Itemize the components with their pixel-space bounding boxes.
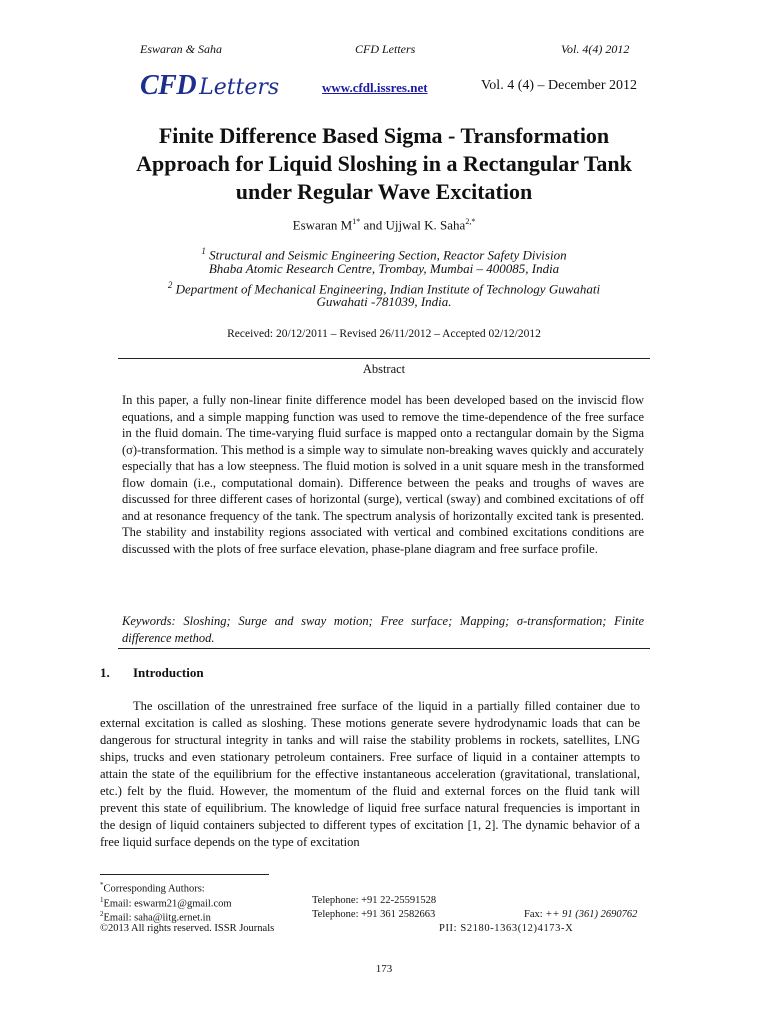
affiliation-2-line2: Guwahati -781039, India. xyxy=(316,294,452,309)
pii-code: PII: S2180-1363(12)4173-X xyxy=(439,923,574,934)
abstract-text: In this paper, a fully non-linear finite difference model has been developed based on the inviscid flow equations, and a simple mapping function was used to remove the time-dependence of the free surface in the fluid domain. The time-varying fluid surface is mapped onto a rectangular domain by the Sigma (σ)-transformation. This method is a simple way to simulate non-breaking waves quickly and accurately especially that has a low steepness. The fluid motion is solved in a unit square mesh in the transformed flow domain (i.e., computational domain). Difference between the peaks and troughs of waves are discussed for three different cases of horizontal (surge), vertical (sway) and combined excitations of off and at resonance frequency of the tank. The spectrum analysis of horizontally excited tank is presented. The stability and instability regions associated with vertical and combined excitations conditions are discussed with the plots of free surface elevation, phase-plane diagram and free surface profile. xyxy=(122,393,644,556)
submission-dates: Received: 20/12/2011 – Revised 26/11/2012 – Accepted 02/12/2012 xyxy=(227,328,541,340)
email-2-text: Email: saha@iitg.ernet.in xyxy=(103,912,211,924)
email-2-marker: 2 xyxy=(100,910,104,918)
author-2: and Ujjwal K. Saha xyxy=(360,217,466,233)
paper-title: Finite Difference Based Sigma - Transformation Approach for Liquid Sloshing in a Rectangular Tank under Regular Wave Excitation xyxy=(136,123,632,204)
author-1: Eswaran M xyxy=(292,217,353,233)
affiliation-2-text: Department of Mechanical Engineering, Indian Institute of Technology Guwahati xyxy=(175,281,601,297)
fax-label: Fax: xyxy=(524,909,546,920)
section-title: Introduction xyxy=(133,665,204,680)
running-header-journal: CFD Letters xyxy=(355,42,416,56)
section-number: 1. xyxy=(100,665,110,680)
journal-url-link[interactable]: www.cfdl.issres.net xyxy=(322,80,428,95)
author-2-marker: 2,* xyxy=(465,217,476,226)
corresponding-marker: * xyxy=(100,881,104,889)
page-number: 173 xyxy=(375,963,393,975)
email-1-marker: 1 xyxy=(100,896,104,904)
fax-number: ++ 91 (361) 2690762 xyxy=(545,909,638,920)
abstract-heading: Abstract xyxy=(362,362,406,376)
footnote-rule xyxy=(100,874,269,875)
introduction-paragraph: The oscillation of the unrestrained free surface of the liquid in a partially filled container due to external excitation is called as sloshing. These motions generate severe hydrodynamic loads that can be dangerous for structural integrity in tanks and will raise the stability problems in rockets, satellites, LNG ships, trucks and even stationary petroleum containers. Free surface of liquid in a container attempts to attain the state of the equilibrium for the effective instantaneous acceleration (gravitational, translational, etc.) felt by the fluid. However, the momentum of the fluid and external forces on the fluid tank will prevent this state of equilibrium. The knowledge of liquid free surface natural frequencies is important in the design of liquid containers subjected to different types of excitation [1, 2]. The dynamic behavior of a free liquid surface depends on the type of excitation xyxy=(100,699,640,849)
fax xyxy=(524,908,637,921)
email-1-text: Email: eswarm21@gmail.com xyxy=(103,898,232,910)
author-1-marker: 1* xyxy=(352,217,361,226)
running-header-volume: Vol. 4(4) 2012 xyxy=(561,42,630,56)
affiliation-1-marker: 1 xyxy=(201,246,206,256)
corresponding-label-text: Corresponding Authors: xyxy=(103,883,205,895)
journal-logo xyxy=(140,70,279,102)
logo-cfd-text: CFD xyxy=(140,70,197,101)
affiliation-1-text: Structural and Seismic Engineering Section, Reactor Safety Division xyxy=(209,247,567,263)
telephone-1: Telephone: +91 22-25591528 xyxy=(312,895,437,906)
logo-letters-text: Letters xyxy=(199,75,280,100)
journal-issue: Vol. 4 (4) – December 2012 xyxy=(481,78,638,93)
affiliation-1-line2: Bhaba Atomic Research Centre, Trombay, Mumbai – 400085, India xyxy=(208,261,560,276)
affiliation-2-marker: 2 xyxy=(167,280,173,290)
abstract-bottom-rule xyxy=(118,648,650,649)
copyright-notice: ©2013 All rights reserved. ISSR Journals xyxy=(100,923,275,934)
running-header-authors: Eswaran & Saha xyxy=(140,42,223,56)
telephone-2: Telephone: +91 361 2582663 xyxy=(312,909,436,920)
section-heading xyxy=(100,665,204,681)
author-line xyxy=(0,217,768,233)
abstract-top-rule xyxy=(118,358,650,359)
keywords: Keywords: Sloshing; Surge and sway motion; Free surface; Mapping; σ-transformation; Finite difference method. xyxy=(122,614,644,645)
